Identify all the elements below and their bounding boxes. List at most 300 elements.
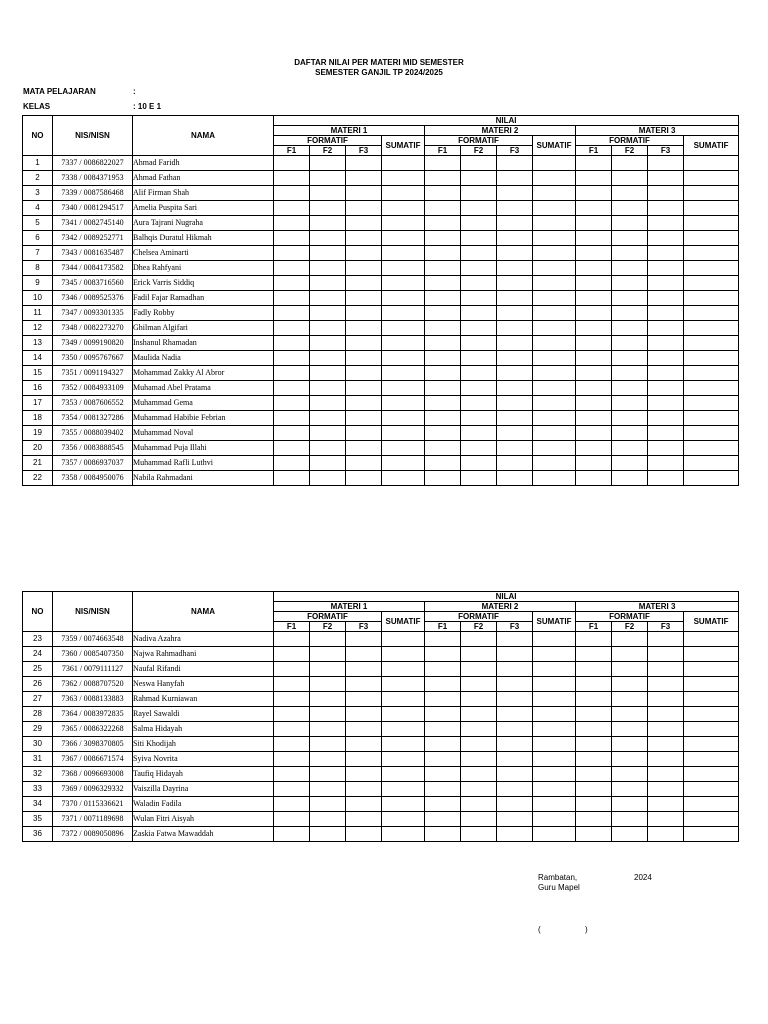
grade-cell (497, 156, 533, 171)
grade-cell (576, 336, 612, 351)
grade-cell (425, 722, 461, 737)
grade-cell (497, 291, 533, 306)
student-nis: 7372 / 0089050896 (53, 827, 133, 842)
grade-cell (533, 246, 576, 261)
grade-cell (346, 291, 382, 306)
grade-cell (310, 291, 346, 306)
grade-cell (533, 291, 576, 306)
grade-cell (382, 321, 425, 336)
grade-cell (612, 396, 648, 411)
grade-cell (576, 201, 612, 216)
student-nis: 7371 / 0071189698 (53, 812, 133, 827)
grade-cell (310, 411, 346, 426)
student-no: 18 (23, 411, 53, 426)
grade-cell (497, 782, 533, 797)
grade-cell (684, 677, 739, 692)
grade-cell (274, 321, 310, 336)
student-nis: 7342 / 0089252771 (53, 231, 133, 246)
student-nis: 7363 / 0088133883 (53, 692, 133, 707)
grade-cell (461, 767, 497, 782)
grade-cell (612, 201, 648, 216)
grade-cell (533, 396, 576, 411)
grade-cell (648, 216, 684, 231)
student-nama: Vaiszilla Dayrina (133, 782, 274, 797)
table-row (23, 321, 739, 336)
header-sumatif: SUMATIF (533, 136, 576, 156)
mata-pelajaran-row (23, 87, 136, 96)
grade-cell (461, 291, 497, 306)
header-f1: F1 (425, 622, 461, 632)
table-row (23, 291, 739, 306)
header-f2: F2 (612, 622, 648, 632)
student-nama: Muhammad Rafli Luthvi (133, 456, 274, 471)
grade-cell (425, 351, 461, 366)
grade-cell (497, 246, 533, 261)
grade-cell (310, 722, 346, 737)
grade-cell (461, 276, 497, 291)
grade-cell (382, 677, 425, 692)
student-nama: Rayel Sawaldi (133, 707, 274, 722)
grade-cell (576, 441, 612, 456)
grade-cell (461, 426, 497, 441)
student-nama: Naufal Rifandi (133, 662, 274, 677)
grade-cell (612, 827, 648, 842)
grade-cell (612, 737, 648, 752)
table-row (23, 677, 739, 692)
student-nis: 7360 / 0085407350 (53, 647, 133, 662)
grade-cell (648, 336, 684, 351)
grade-cell (274, 351, 310, 366)
grade-cell (576, 231, 612, 246)
grade-cell (310, 336, 346, 351)
grade-cell (648, 261, 684, 276)
grade-cell (497, 441, 533, 456)
grade-cell (274, 471, 310, 486)
grade-cell (576, 216, 612, 231)
table-row (23, 171, 739, 186)
grade-cell (382, 441, 425, 456)
grade-cell (576, 767, 612, 782)
student-no: 16 (23, 381, 53, 396)
grade-cell (461, 231, 497, 246)
grade-cell (382, 456, 425, 471)
grade-cell (461, 201, 497, 216)
grade-cell (425, 797, 461, 812)
grade-cell (346, 797, 382, 812)
grade-cell (274, 411, 310, 426)
grade-cell (461, 186, 497, 201)
student-nis: 7347 / 0093301335 (53, 306, 133, 321)
grade-cell (533, 456, 576, 471)
grade-cell (612, 632, 648, 647)
header-f3: F3 (648, 622, 684, 632)
table-row (23, 246, 739, 261)
header-formatif: FORMATIF (425, 136, 533, 146)
grade-cell (533, 381, 576, 396)
table-row (23, 261, 739, 276)
student-nis: 7351 / 0091194327 (53, 366, 133, 381)
grade-cell (684, 201, 739, 216)
grade-cell (274, 201, 310, 216)
header-nis: NIS/NISN (53, 592, 133, 632)
grade-table-page2 (22, 591, 739, 842)
student-nis: 7368 / 0096693008 (53, 767, 133, 782)
student-nama: Muhamad Abel Pratama (133, 381, 274, 396)
grade-cell (576, 471, 612, 486)
header-nama: NAMA (133, 592, 274, 632)
student-no: 24 (23, 647, 53, 662)
grade-cell (576, 426, 612, 441)
grade-cell (461, 381, 497, 396)
student-no: 17 (23, 396, 53, 411)
grade-cell (346, 381, 382, 396)
grade-cell (461, 752, 497, 767)
grade-cell (310, 156, 346, 171)
grade-cell (382, 426, 425, 441)
grade-cell (274, 171, 310, 186)
grade-cell (461, 662, 497, 677)
grade-cell (576, 246, 612, 261)
grade-cell (274, 737, 310, 752)
grade-cell (533, 201, 576, 216)
grade-cell (310, 396, 346, 411)
grade-cell (497, 426, 533, 441)
grade-cell (274, 246, 310, 261)
grade-cell (648, 276, 684, 291)
header-nis: NIS/NISN (53, 116, 133, 156)
grade-cell (684, 692, 739, 707)
grade-cell (648, 722, 684, 737)
grade-cell (684, 171, 739, 186)
grade-cell (684, 186, 739, 201)
grade-cell (533, 366, 576, 381)
grade-cell (310, 707, 346, 722)
table-row (23, 216, 739, 231)
grade-cell (274, 306, 310, 321)
grade-cell (425, 632, 461, 647)
header-formatif: FORMATIF (274, 136, 382, 146)
grade-cell (612, 812, 648, 827)
grade-cell (425, 156, 461, 171)
grade-cell (274, 662, 310, 677)
grade-cell (274, 336, 310, 351)
grade-cell (497, 662, 533, 677)
grade-cell (310, 201, 346, 216)
grade-cell (533, 336, 576, 351)
grade-cell (612, 411, 648, 426)
grade-cell (576, 812, 612, 827)
grade-cell (576, 411, 612, 426)
grade-cell (648, 381, 684, 396)
student-nis: 7350 / 0095767667 (53, 351, 133, 366)
grade-cell (612, 261, 648, 276)
grade-cell (612, 321, 648, 336)
grade-cell (274, 186, 310, 201)
grade-cell (648, 767, 684, 782)
student-no: 6 (23, 231, 53, 246)
grade-cell (310, 441, 346, 456)
grade-cell (497, 692, 533, 707)
grade-cell (576, 797, 612, 812)
grade-cell (425, 381, 461, 396)
grade-cell (533, 692, 576, 707)
grade-cell (648, 692, 684, 707)
grade-cell (533, 426, 576, 441)
grade-cell (576, 662, 612, 677)
student-nama: Salma Hidayah (133, 722, 274, 737)
grade-cell (497, 261, 533, 276)
grade-cell (425, 812, 461, 827)
grade-cell (497, 722, 533, 737)
grade-cell (274, 231, 310, 246)
grade-cell (346, 366, 382, 381)
grade-cell (576, 677, 612, 692)
grade-cell (461, 707, 497, 722)
grade-cell (425, 366, 461, 381)
grade-cell (533, 171, 576, 186)
grade-cell (576, 306, 612, 321)
grade-cell (346, 752, 382, 767)
table-row (23, 812, 739, 827)
header-nama: NAMA (133, 116, 274, 156)
grade-cell (648, 171, 684, 186)
grade-cell (497, 752, 533, 767)
grade-cell (533, 812, 576, 827)
table-row (23, 692, 739, 707)
student-nama: Muhammad Gema (133, 396, 274, 411)
student-nis: 7349 / 0099190820 (53, 336, 133, 351)
grade-cell (310, 351, 346, 366)
grade-cell (425, 186, 461, 201)
grade-cell (425, 827, 461, 842)
grade-cell (425, 201, 461, 216)
grade-cell (310, 366, 346, 381)
grade-cell (684, 426, 739, 441)
grade-cell (310, 662, 346, 677)
grade-cell (346, 471, 382, 486)
student-nama: Fadly Robby (133, 306, 274, 321)
grade-cell (310, 321, 346, 336)
grade-cell (382, 707, 425, 722)
grade-cell (533, 441, 576, 456)
grade-cell (684, 722, 739, 737)
grade-cell (648, 456, 684, 471)
grade-cell (346, 246, 382, 261)
grade-cell (274, 216, 310, 231)
grade-cell (310, 677, 346, 692)
signature-role: Guru Mapel (538, 883, 580, 892)
header-f1: F1 (425, 146, 461, 156)
grade-cell (310, 381, 346, 396)
grade-cell (310, 767, 346, 782)
grade-cell (461, 216, 497, 231)
grade-cell (346, 171, 382, 186)
grade-cell (684, 782, 739, 797)
grade-cell (576, 351, 612, 366)
student-nis: 7338 / 0084371953 (53, 171, 133, 186)
student-no: 13 (23, 336, 53, 351)
document-title-line2: SEMESTER GANJIL TP 2024/2025 (315, 68, 443, 77)
signature-close-paren: ) (585, 925, 588, 934)
grade-cell (497, 677, 533, 692)
grade-cell (648, 662, 684, 677)
grade-cell (461, 171, 497, 186)
grade-cell (382, 276, 425, 291)
grade-cell (533, 306, 576, 321)
grade-cell (612, 782, 648, 797)
grade-cell (346, 156, 382, 171)
grade-cell (382, 381, 425, 396)
grade-cell (382, 171, 425, 186)
grade-cell (648, 737, 684, 752)
header-formatif: FORMATIF (576, 136, 684, 146)
header-f2: F2 (310, 146, 346, 156)
grade-cell (382, 291, 425, 306)
grade-cell (346, 707, 382, 722)
grade-cell (648, 396, 684, 411)
student-nis: 7343 / 0081635487 (53, 246, 133, 261)
grade-cell (684, 246, 739, 261)
student-nis: 7337 / 0086822027 (53, 156, 133, 171)
grade-cell (346, 737, 382, 752)
grade-cell (684, 411, 739, 426)
table-row (23, 381, 739, 396)
grade-cell (497, 381, 533, 396)
signature-open-paren: ( (538, 925, 541, 934)
grade-cell (612, 767, 648, 782)
grade-cell (310, 261, 346, 276)
grade-cell (310, 692, 346, 707)
grade-cell (684, 336, 739, 351)
table-row (23, 782, 739, 797)
grade-cell (612, 441, 648, 456)
grade-cell (425, 647, 461, 662)
grade-cell (612, 381, 648, 396)
grade-cell (274, 752, 310, 767)
grade-cell (497, 767, 533, 782)
student-no: 26 (23, 677, 53, 692)
grade-cell (382, 306, 425, 321)
grade-cell (684, 306, 739, 321)
student-nama: Chelsea Aminarti (133, 246, 274, 261)
table-row (23, 396, 739, 411)
grade-cell (497, 456, 533, 471)
student-no: 4 (23, 201, 53, 216)
grade-cell (310, 782, 346, 797)
grade-cell (576, 752, 612, 767)
grade-cell (576, 632, 612, 647)
student-nama: Zaskia Fatwa Mawaddah (133, 827, 274, 842)
grade-cell (684, 321, 739, 336)
grade-cell (684, 396, 739, 411)
grade-cell (346, 677, 382, 692)
grade-cell (684, 366, 739, 381)
header-sumatif: SUMATIF (382, 136, 425, 156)
grade-cell (461, 692, 497, 707)
student-nis: 7359 / 0074663548 (53, 632, 133, 647)
student-nama: Wulan Fitri Aisyah (133, 812, 274, 827)
header-f3: F3 (497, 146, 533, 156)
grade-cell (648, 231, 684, 246)
grade-cell (461, 677, 497, 692)
student-nama: Muhammad Habibie Febrian (133, 411, 274, 426)
grade-cell (382, 632, 425, 647)
grade-cell (274, 276, 310, 291)
grade-cell (425, 737, 461, 752)
grade-cell (497, 216, 533, 231)
grade-cell (346, 812, 382, 827)
grade-cell (612, 692, 648, 707)
table-row (23, 156, 739, 171)
grade-cell (648, 246, 684, 261)
grade-cell (461, 321, 497, 336)
student-nama: Fadil Fajar Ramadhan (133, 291, 274, 306)
student-no: 15 (23, 366, 53, 381)
grade-cell (382, 827, 425, 842)
grade-cell (382, 156, 425, 171)
grade-cell (461, 827, 497, 842)
grade-cell (684, 471, 739, 486)
grade-cell (461, 812, 497, 827)
student-no: 29 (23, 722, 53, 737)
grade-cell (576, 737, 612, 752)
grade-cell (612, 752, 648, 767)
table-row (23, 276, 739, 291)
grade-cell (533, 722, 576, 737)
grade-cell (382, 366, 425, 381)
grade-cell (382, 351, 425, 366)
grade-cell (274, 632, 310, 647)
grade-cell (576, 261, 612, 276)
grade-cell (382, 647, 425, 662)
grade-cell (425, 306, 461, 321)
grade-cell (612, 647, 648, 662)
grade-cell (612, 216, 648, 231)
grade-cell (497, 336, 533, 351)
grade-cell (576, 396, 612, 411)
grade-cell (612, 156, 648, 171)
grade-cell (310, 216, 346, 231)
grade-cell (346, 456, 382, 471)
grade-cell (346, 441, 382, 456)
grade-cell (310, 752, 346, 767)
grade-cell (684, 441, 739, 456)
table-row (23, 186, 739, 201)
grade-cell (533, 767, 576, 782)
table-row (23, 441, 739, 456)
mata-pelajaran-label: MATA PELAJARAN (23, 87, 96, 96)
header-f3: F3 (648, 146, 684, 156)
table-row (23, 632, 739, 647)
grade-cell (310, 737, 346, 752)
grade-cell (425, 276, 461, 291)
student-nama: Taufiq Hidayah (133, 767, 274, 782)
grade-cell (346, 186, 382, 201)
grade-cell (274, 647, 310, 662)
grade-cell (425, 291, 461, 306)
student-nama: Muhammad Puja Illahi (133, 441, 274, 456)
student-nama: Aura Tajrani Nugraha (133, 216, 274, 231)
header-formatif: FORMATIF (425, 612, 533, 622)
student-nama: Amelia Puspita Sari (133, 201, 274, 216)
table-row (23, 647, 739, 662)
header-materi-2: MATERI 2 (425, 126, 576, 136)
header-f3: F3 (497, 622, 533, 632)
table-row (23, 231, 739, 246)
kelas-row (23, 102, 161, 111)
grade-cell (425, 411, 461, 426)
table-row (23, 767, 739, 782)
